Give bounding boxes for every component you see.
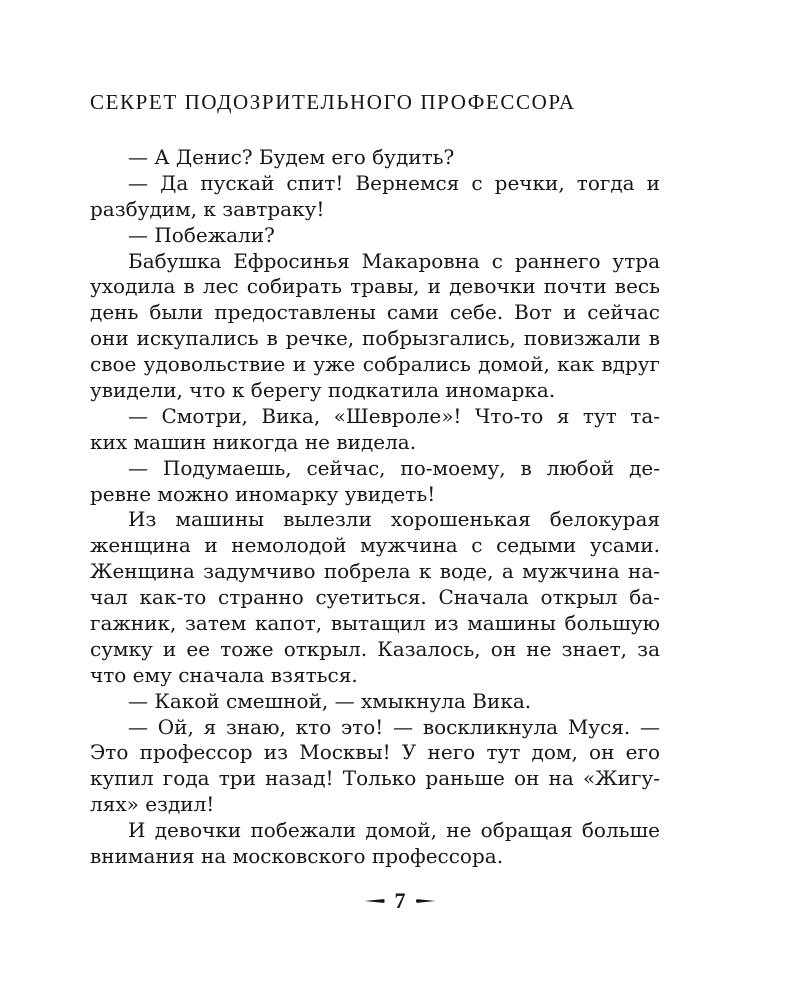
text-line: гажник, затем капот, вытащил из машины большую	[90, 611, 660, 636]
text-line: Из машины вылезли хорошенькая белокурая	[128, 507, 660, 532]
text-line: — Смотри, Вика, «Шевроле»! Что-то я тут та-	[128, 403, 660, 428]
text-line: уходила в лес собирать травы, и девочки почти весь	[90, 274, 660, 299]
text-line: сумку и ее тоже открыл. Казалось, он не знает, за	[90, 636, 660, 661]
dash-ornament-icon	[365, 899, 385, 903]
text-line: они искупались в речке, побрызгались, повизжали в	[90, 326, 660, 351]
text-line: Женщина задумчиво побрела к воде, а мужчина на-	[90, 559, 660, 584]
dash-ornament-icon	[416, 899, 436, 903]
text-line: чал как-то странно суетиться. Сначала открыл ба-	[90, 585, 660, 610]
text-line: — Ой, я знаю, кто это! — воскликнула Муся. —	[128, 714, 660, 739]
text-line: — А Денис? Будем его будить?	[128, 145, 455, 169]
text-line: что ему сначала взяться.	[90, 662, 358, 687]
text-line: — Подумаешь, сейчас, по-моему, в любой де-	[128, 455, 660, 480]
text-line: — Да пускай спит! Вернемся с речки, тогда и	[128, 170, 660, 195]
text-line: Это профессор из Москвы! У него тут дом, он его	[90, 740, 660, 765]
text-line: разбудим, к завтраку!	[90, 196, 325, 221]
text-line: внимания на московского профессора.	[90, 844, 504, 869]
text-line: Бабушка Ефросинья Макаровна с раннего утра	[128, 248, 660, 273]
text-line: женщина и немолодой мужчина с седыми усами.	[90, 533, 660, 558]
text-line: — Побежали?	[128, 222, 275, 247]
page-number: 7	[394, 888, 406, 913]
page-number-footer	[0, 886, 800, 916]
text-line: лях» ездил!	[90, 792, 215, 817]
text-line: купил года три назад! Только раньше он на «Жигу-	[90, 766, 660, 791]
text-line: день были предоставлены сами себе. Вот и сейчас	[90, 300, 660, 325]
text-line: И девочки побежали домой, не обращая больше	[128, 818, 660, 843]
text-line: свое удовольствие и уже собрались домой, как вдруг	[90, 352, 660, 377]
text-line: ревне можно иномарку увидеть!	[90, 481, 436, 506]
text-line: увидели, что к берегу подкатила иномарка.	[90, 378, 556, 403]
text-line: ких машин никогда не видела.	[90, 429, 417, 454]
running-head: СЕКРЕТ ПОДОЗРИТЕЛЬНОГО ПРОФЕССОРА	[90, 90, 576, 114]
body-text	[90, 145, 660, 870]
text-line: — Какой смешной, — хмыкнула Вика.	[128, 688, 532, 713]
